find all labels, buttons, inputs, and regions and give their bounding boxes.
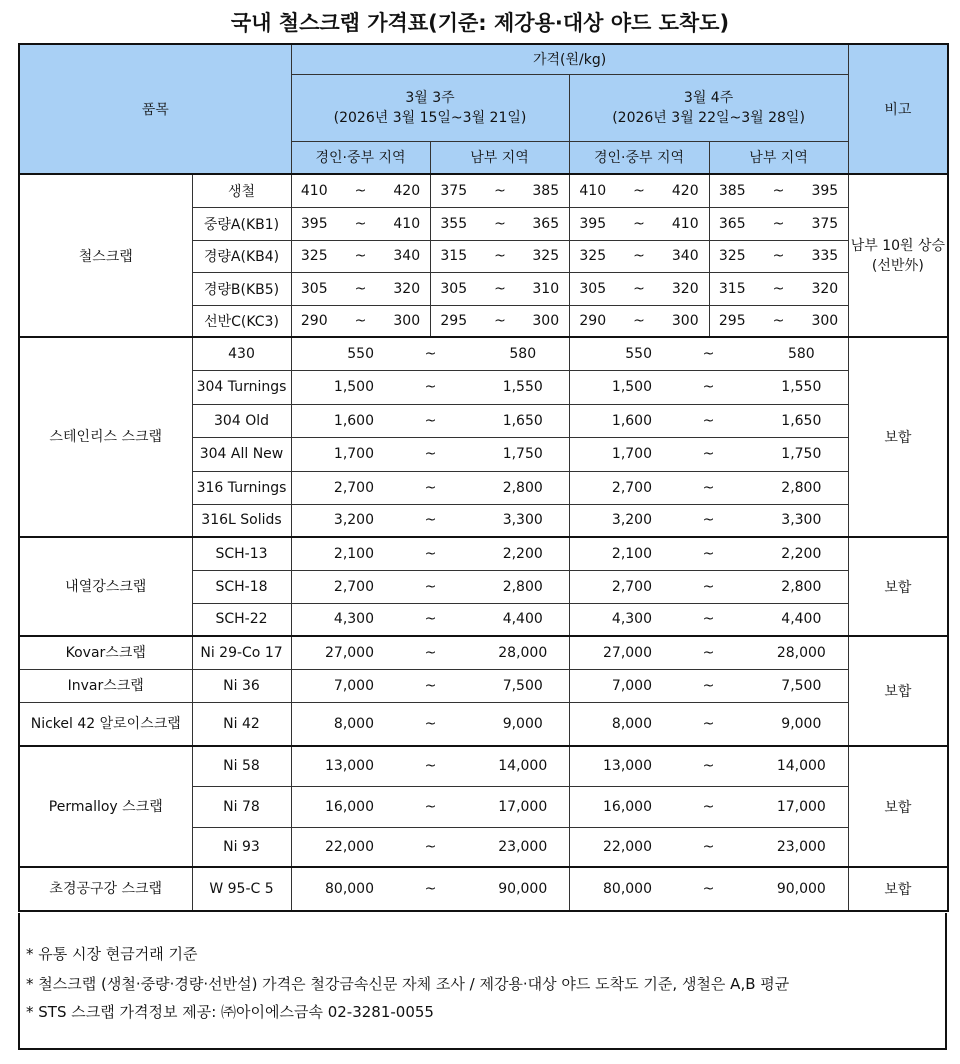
tilde: ~ [616, 305, 662, 337]
price-low: 1,500 [569, 370, 662, 404]
price-high: 1,550 [755, 370, 848, 404]
tilde: ~ [662, 827, 755, 867]
price-low: 295 [709, 305, 755, 337]
price-high: 1,650 [477, 404, 569, 437]
price-high: 17,000 [477, 786, 569, 827]
tilde: ~ [384, 636, 477, 669]
price-high: 310 [523, 272, 569, 305]
price-high: 410 [662, 207, 709, 240]
price-high: 3,300 [477, 504, 569, 537]
price-high: 365 [523, 207, 569, 240]
price-high: 580 [755, 337, 848, 370]
tilde: ~ [662, 786, 755, 827]
table-row [19, 669, 948, 702]
price-high: 300 [523, 305, 569, 337]
tilde: ~ [662, 570, 755, 603]
grade-cell: 430 [192, 337, 291, 370]
price-high: 2,800 [755, 570, 848, 603]
note-cell: 보합 [848, 337, 948, 537]
price-low: 355 [430, 207, 477, 240]
grade-cell: 304 Old [192, 404, 291, 437]
tilde: ~ [662, 669, 755, 702]
price-low: 2,700 [569, 570, 662, 603]
grade-cell: 경량B(KB5) [192, 272, 291, 305]
grade-cell: SCH-22 [192, 603, 291, 636]
notes-box [18, 913, 947, 1050]
grade-cell: Ni 93 [192, 827, 291, 867]
price-low: 2,700 [569, 471, 662, 504]
tilde: ~ [337, 174, 384, 207]
price-low: 8,000 [569, 702, 662, 746]
tilde: ~ [384, 827, 477, 867]
tilde: ~ [662, 504, 755, 537]
period-week: 3월 4주 [683, 89, 734, 106]
price-high: 4,400 [477, 603, 569, 636]
category-cell: Nickel 42 알로이스크랩 [19, 702, 192, 746]
price-high: 4,400 [755, 603, 848, 636]
tilde: ~ [755, 272, 802, 305]
tilde: ~ [616, 240, 662, 272]
price-low: 2,100 [291, 537, 384, 570]
region-header: 남부 지역 [709, 141, 848, 174]
price-low: 16,000 [291, 786, 384, 827]
note-cell: 남부 10원 상승(선반外) [848, 174, 948, 337]
tilde: ~ [477, 272, 523, 305]
price-high: 2,200 [477, 537, 569, 570]
grade-cell: Ni 29-Co 17 [192, 636, 291, 669]
price-low: 3,200 [291, 504, 384, 537]
price-high: 28,000 [477, 636, 569, 669]
note-line: * 철스크랩 (생철·중량·경량·선반설) 가격은 철강금속신문 자체 조사 / 제강용·대상 야드 도착도 기준, 생철은 A,B 평균 [26, 975, 790, 993]
tilde: ~ [662, 636, 755, 669]
price-low: 22,000 [291, 827, 384, 867]
price-high: 7,500 [755, 669, 848, 702]
price-low: 2,100 [569, 537, 662, 570]
tilde: ~ [384, 337, 477, 370]
price-high: 580 [477, 337, 569, 370]
price-high: 320 [802, 272, 848, 305]
tilde: ~ [477, 305, 523, 337]
category-cell: Kovar스크랩 [19, 636, 192, 669]
grade-cell: 선반C(KC3) [192, 305, 291, 337]
tilde: ~ [662, 867, 755, 911]
price-low: 13,000 [291, 746, 384, 786]
price-low: 305 [569, 272, 616, 305]
price-low: 1,600 [291, 404, 384, 437]
price-low: 16,000 [569, 786, 662, 827]
tilde: ~ [662, 603, 755, 636]
category-cell: 철스크랩 [19, 174, 192, 337]
grade-cell: 경량A(KB4) [192, 240, 291, 272]
region-header: 남부 지역 [430, 141, 569, 174]
note-cell: 보합 [848, 537, 948, 636]
price-low: 395 [291, 207, 337, 240]
price-high: 300 [384, 305, 430, 337]
price-table [18, 43, 949, 912]
price-header: 가격(원/kg) [291, 44, 848, 74]
price-low: 385 [709, 174, 755, 207]
period-range: (2026년 3월 22일~3월 28일) [612, 109, 805, 126]
price-low: 13,000 [569, 746, 662, 786]
tilde: ~ [337, 305, 384, 337]
note-header: 비고 [848, 44, 948, 174]
tilde: ~ [662, 702, 755, 746]
price-low: 410 [569, 174, 616, 207]
note-cell: 보합 [848, 636, 948, 746]
price-high: 395 [802, 174, 848, 207]
price-high: 325 [523, 240, 569, 272]
price-low: 1,700 [291, 437, 384, 471]
price-low: 80,000 [569, 867, 662, 911]
grade-cell: 316 Turnings [192, 471, 291, 504]
tilde: ~ [755, 207, 802, 240]
grade-cell: Ni 78 [192, 786, 291, 827]
page-title: 국내 철스크랩 가격표(기준: 제강용·대상 야드 도착도) [230, 11, 730, 35]
table-row [19, 537, 948, 570]
period-header [569, 74, 848, 141]
tilde: ~ [755, 305, 802, 337]
price-low: 315 [430, 240, 477, 272]
price-high: 420 [384, 174, 430, 207]
price-high: 7,500 [477, 669, 569, 702]
price-low: 80,000 [291, 867, 384, 911]
tilde: ~ [662, 370, 755, 404]
price-low: 290 [569, 305, 616, 337]
tilde: ~ [384, 471, 477, 504]
tilde: ~ [616, 272, 662, 305]
tilde: ~ [616, 174, 662, 207]
grade-cell: SCH-18 [192, 570, 291, 603]
region-header: 경인·중부 지역 [569, 141, 709, 174]
grade-cell: 304 Turnings [192, 370, 291, 404]
price-low: 22,000 [569, 827, 662, 867]
period-range: (2026년 3월 15일~3월 21일) [333, 109, 527, 126]
grade-cell: 304 All New [192, 437, 291, 471]
tilde: ~ [662, 337, 755, 370]
price-high: 385 [523, 174, 569, 207]
price-low: 305 [291, 272, 337, 305]
price-high: 3,300 [755, 504, 848, 537]
table-row [19, 702, 948, 746]
tilde: ~ [384, 746, 477, 786]
tilde: ~ [384, 504, 477, 537]
price-high: 300 [662, 305, 709, 337]
price-high: 340 [384, 240, 430, 272]
price-low: 27,000 [569, 636, 662, 669]
tilde: ~ [384, 370, 477, 404]
price-high: 90,000 [755, 867, 848, 911]
tilde: ~ [337, 207, 384, 240]
price-low: 365 [709, 207, 755, 240]
grade-cell: 생철 [192, 174, 291, 207]
tilde: ~ [662, 437, 755, 471]
price-low: 550 [569, 337, 662, 370]
price-high: 375 [802, 207, 848, 240]
tilde: ~ [477, 207, 523, 240]
note-line: * 유통 시장 현금거래 기준 [26, 945, 198, 963]
price-low: 1,700 [569, 437, 662, 471]
price-high: 420 [662, 174, 709, 207]
tilde: ~ [477, 174, 523, 207]
price-low: 290 [291, 305, 337, 337]
note-cell: 보합 [848, 746, 948, 867]
grade-cell: W 95-C 5 [192, 867, 291, 911]
category-cell: 초경공구강 스크랩 [19, 867, 192, 911]
tilde: ~ [755, 240, 802, 272]
price-high: 23,000 [477, 827, 569, 867]
category-cell: Invar스크랩 [19, 669, 192, 702]
price-high: 2,800 [477, 570, 569, 603]
price-low: 2,700 [291, 471, 384, 504]
price-high: 90,000 [477, 867, 569, 911]
grade-cell: SCH-13 [192, 537, 291, 570]
price-low: 305 [430, 272, 477, 305]
tilde: ~ [662, 404, 755, 437]
price-low: 550 [291, 337, 384, 370]
price-high: 17,000 [755, 786, 848, 827]
tilde: ~ [384, 570, 477, 603]
table-row [19, 636, 948, 669]
table-row [19, 337, 948, 370]
price-high: 9,000 [477, 702, 569, 746]
price-high: 1,650 [755, 404, 848, 437]
table-row [19, 746, 948, 786]
price-low: 4,300 [569, 603, 662, 636]
tilde: ~ [384, 537, 477, 570]
price-low: 325 [709, 240, 755, 272]
price-high: 28,000 [755, 636, 848, 669]
price-high: 1,550 [477, 370, 569, 404]
category-cell: 내열강스크랩 [19, 537, 192, 636]
tilde: ~ [384, 404, 477, 437]
price-high: 1,750 [477, 437, 569, 471]
region-header: 경인·중부 지역 [291, 141, 430, 174]
note-cell: 보합 [848, 867, 948, 911]
price-high: 2,200 [755, 537, 848, 570]
price-high: 410 [384, 207, 430, 240]
tilde: ~ [384, 702, 477, 746]
note-line: * STS 스크랩 가격정보 제공: ㈜아이에스금속 02-3281-0055 [26, 1003, 434, 1021]
tilde: ~ [384, 669, 477, 702]
price-high: 320 [662, 272, 709, 305]
price-high: 2,800 [755, 471, 848, 504]
price-low: 325 [291, 240, 337, 272]
price-low: 4,300 [291, 603, 384, 636]
tilde: ~ [616, 207, 662, 240]
tilde: ~ [384, 786, 477, 827]
price-high: 14,000 [755, 746, 848, 786]
price-high: 320 [384, 272, 430, 305]
price-high: 23,000 [755, 827, 848, 867]
grade-cell: 316L Solids [192, 504, 291, 537]
category-cell: 스테인리스 스크랩 [19, 337, 192, 537]
price-high: 300 [802, 305, 848, 337]
table-row [19, 867, 948, 911]
item-header: 품목 [19, 44, 291, 174]
period-week: 3월 3주 [405, 89, 455, 106]
price-low: 3,200 [569, 504, 662, 537]
table-row [19, 174, 948, 207]
price-low: 410 [291, 174, 337, 207]
tilde: ~ [337, 272, 384, 305]
price-low: 27,000 [291, 636, 384, 669]
price-low: 375 [430, 174, 477, 207]
tilde: ~ [384, 603, 477, 636]
price-high: 9,000 [755, 702, 848, 746]
price-low: 7,000 [569, 669, 662, 702]
grade-cell: Ni 42 [192, 702, 291, 746]
tilde: ~ [755, 174, 802, 207]
price-high: 14,000 [477, 746, 569, 786]
price-low: 395 [569, 207, 616, 240]
period-header [291, 74, 569, 141]
grade-cell: Ni 58 [192, 746, 291, 786]
price-low: 2,700 [291, 570, 384, 603]
tilde: ~ [384, 867, 477, 911]
price-low: 8,000 [291, 702, 384, 746]
tilde: ~ [662, 471, 755, 504]
grade-cell: 중량A(KB1) [192, 207, 291, 240]
tilde: ~ [337, 240, 384, 272]
category-cell: Permalloy 스크랩 [19, 746, 192, 867]
grade-cell: Ni 36 [192, 669, 291, 702]
price-high: 335 [802, 240, 848, 272]
price-low: 315 [709, 272, 755, 305]
price-high: 2,800 [477, 471, 569, 504]
price-low: 325 [569, 240, 616, 272]
tilde: ~ [384, 437, 477, 471]
price-high: 1,750 [755, 437, 848, 471]
tilde: ~ [662, 746, 755, 786]
tilde: ~ [477, 240, 523, 272]
price-low: 7,000 [291, 669, 384, 702]
tilde: ~ [662, 537, 755, 570]
price-high: 340 [662, 240, 709, 272]
price-low: 295 [430, 305, 477, 337]
price-low: 1,600 [569, 404, 662, 437]
price-low: 1,500 [291, 370, 384, 404]
